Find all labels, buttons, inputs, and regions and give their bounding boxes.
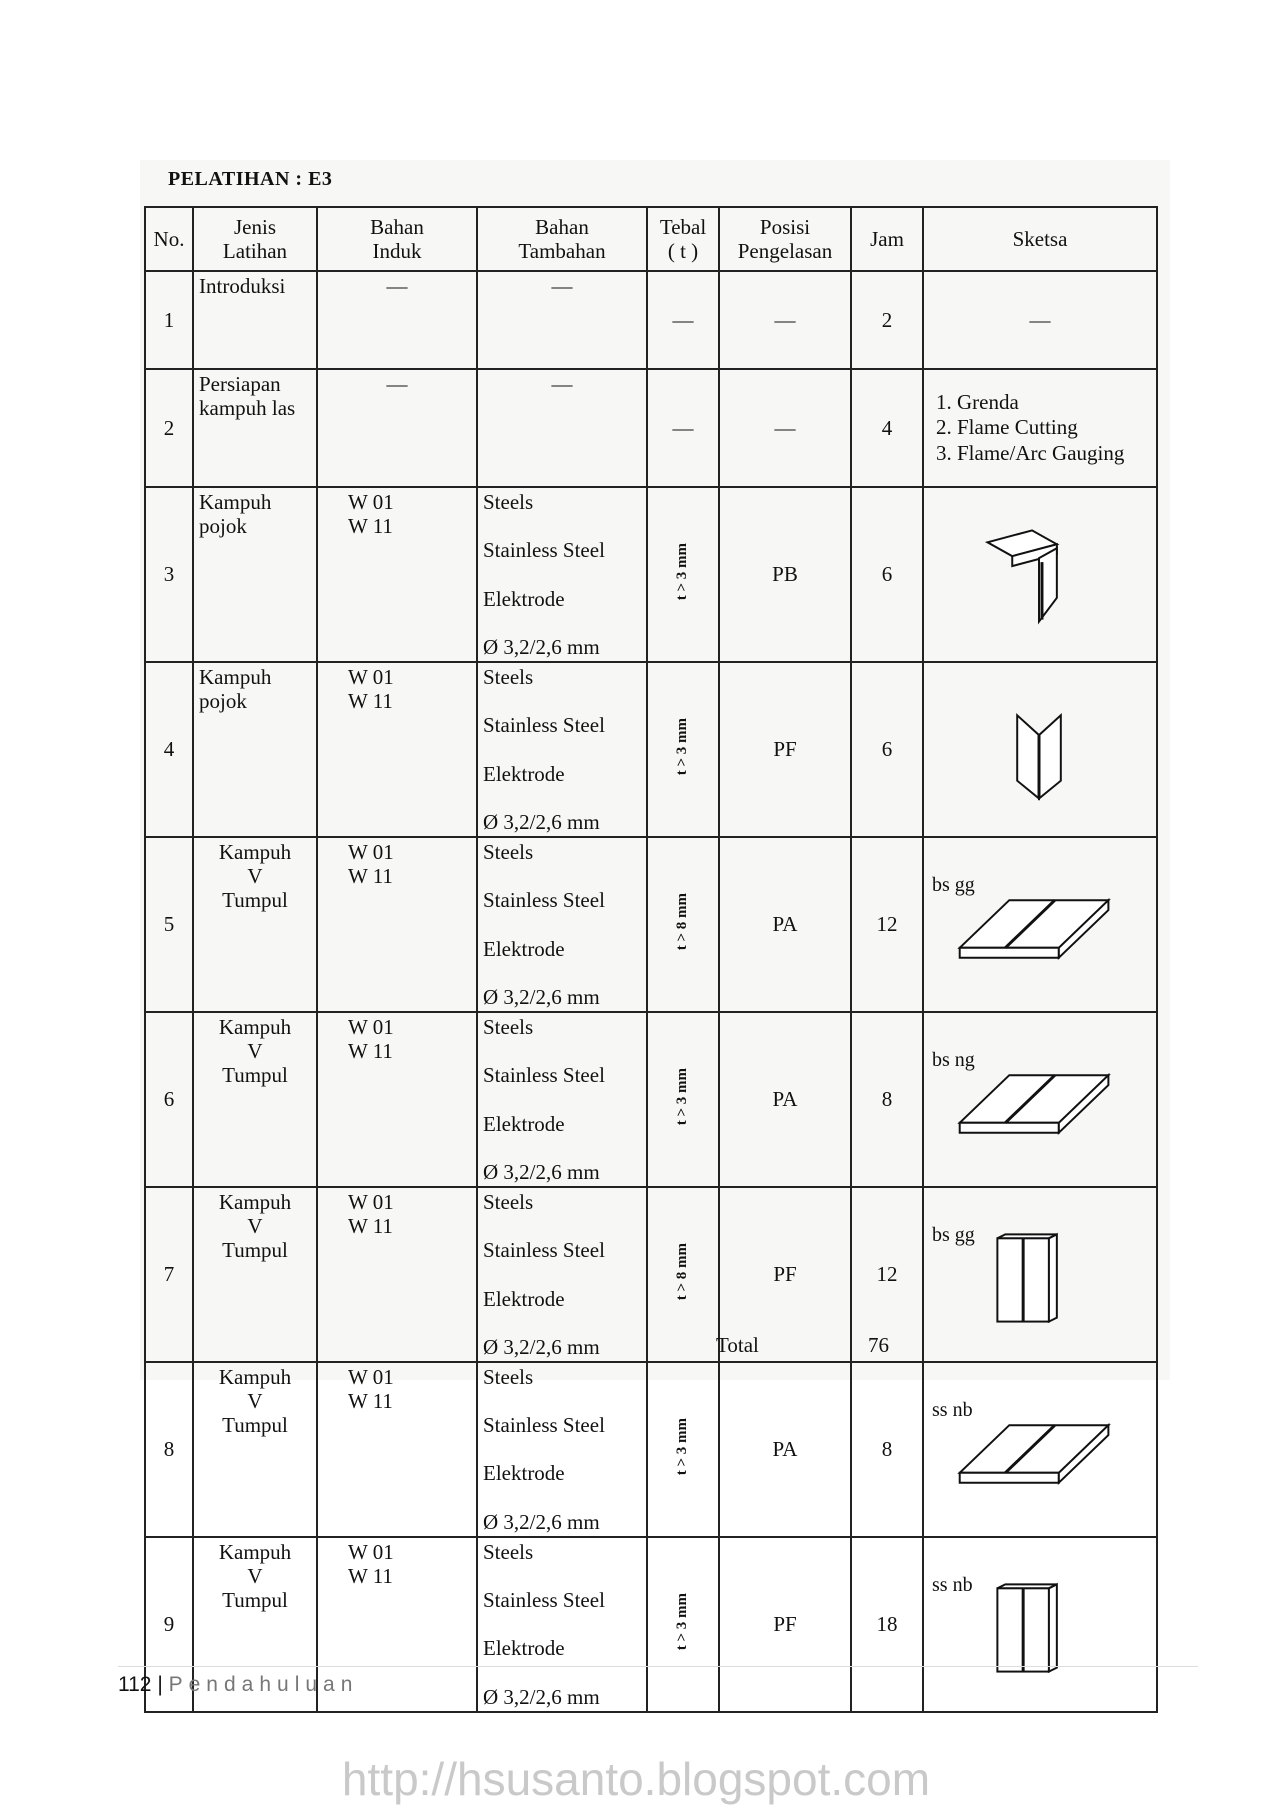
cell-bahan-tambahan [477,1537,647,1712]
bahan_induk-line: W 01 [348,1364,394,1389]
bahan_tambahan-line: Steels [483,1539,534,1564]
bahan_tambahan-line: Stainless Steel [483,1588,605,1613]
bahan_induk-line: W 11 [348,514,393,539]
bahan_induk-line: W 11 [348,864,393,889]
cell-jam: 12 [851,837,923,1012]
cell-sketsa [923,487,1157,662]
cell-bahan-induk [317,662,477,837]
cell-sketsa [923,1012,1157,1187]
header-posisi: Posisi Pengelasan [719,207,851,271]
cell-bahan-tambahan [477,837,647,1012]
bahan_induk-line: W 11 [348,1039,393,1064]
jenis-line: kampuh las [199,396,296,421]
header-jenis: Jenis Latihan [193,207,317,271]
bahan_induk-line: W 01 [348,839,394,864]
table-row [145,1187,1157,1362]
flat-butt-joint-icon [928,1045,1152,1153]
cell-jenis [193,837,317,1012]
cell-jam: 12 [851,1187,923,1362]
jenis-line: pojok [199,689,247,714]
tebal-value: t > 3 mm [674,1593,691,1651]
table-row [145,837,1157,1012]
cell-tebal [647,487,719,662]
cell-jenis [193,369,317,487]
vertical-butt-joint-icon [928,1220,1152,1328]
footer-divider [118,1666,1198,1667]
bahan_induk-line: W 01 [348,1189,394,1214]
bahan_tambahan-line: Elektrode [483,1461,565,1486]
table-row [145,487,1157,662]
cell-jam: 8 [851,1362,923,1537]
page-title: PELATIHAN : E3 [168,168,333,190]
cell-jam: 6 [851,662,923,837]
jenis-line: Tumpul [222,888,288,913]
cell-bahan-induk [317,487,477,662]
sketsa-code: bs gg [932,1224,975,1247]
bahan_induk-line: W 11 [348,1214,393,1239]
cell-no: 9 [145,1537,193,1712]
cell-bahan-induk [317,271,477,369]
header-bahan-induk: Bahan Induk [317,207,477,271]
cell-posisi: PB [719,487,851,662]
cell-posisi: — [719,271,851,369]
jenis-line: Kampuh [218,1189,292,1214]
cell-bahan-tambahan [477,662,647,837]
cell-jam: 18 [851,1537,923,1712]
table-row [145,1012,1157,1187]
page-number: 112 | [118,1673,163,1696]
jenis-line: V [247,1389,263,1414]
header-bahan-tambahan: Bahan Tambahan [477,207,647,271]
bahan_tambahan-line: Elektrode [483,1636,565,1661]
bahan_induk-line: W 01 [348,664,394,689]
sketsa-list-item: 1. Grenda [936,390,1019,415]
bahan_tambahan-line: Ø 3,2/2,6 mm [483,1159,600,1184]
cell-jenis [193,271,317,369]
cell-jam: 2 [851,271,923,369]
sketsa-list-item: 3. Flame/Arc Gauging [936,440,1125,465]
total-label: Total [716,1333,759,1357]
cell-jam: 4 [851,369,923,487]
cell-posisi: PA [719,837,851,1012]
cell-bahan-tambahan [477,1187,647,1362]
vertical-butt-joint-icon [928,1570,1152,1678]
bahan_tambahan-line: Elektrode [483,761,565,786]
cell-jenis [193,1187,317,1362]
cell-tebal [647,1537,719,1712]
tebal-dash: — [672,415,694,440]
table-row [145,1362,1157,1537]
jenis-line: Introduksi [199,274,286,298]
cell-bahan-tambahan [477,271,647,369]
jenis-line: Kampuh [218,1364,292,1389]
cell-posisi: — [719,369,851,487]
cell-jenis [193,662,317,837]
section-name: Pendahuluan [168,1673,359,1696]
cell-sketsa [923,662,1157,837]
bahan_tambahan-line: Steels [483,839,534,864]
cell-sketsa [923,369,1157,487]
cell-tebal [647,1362,719,1537]
sketsa-code: bs ng [932,1049,975,1072]
cell-no: 3 [145,487,193,662]
bahan_tambahan-line: Stainless Steel [483,1413,605,1438]
jenis-line: Kampuh [218,1014,292,1039]
bahan_induk-line: W 01 [348,1014,394,1039]
bahan_induk-line: W 11 [348,689,393,714]
cell-jenis [193,487,317,662]
cell-bahan-tambahan [477,487,647,662]
cell-tebal [647,271,719,369]
bahan_tambahan-dash: — [551,372,573,396]
tebal-value: t > 8 mm [674,893,691,951]
cell-tebal [647,1187,719,1362]
bahan_tambahan-line: Elektrode [483,1111,565,1136]
bahan_tambahan-line: Steels [483,1189,534,1214]
bahan_induk-line: W 11 [348,1389,393,1414]
cell-bahan-induk [317,1187,477,1362]
jenis-line: V [247,1214,263,1239]
jenis-line: V [247,864,263,889]
cell-tebal [647,369,719,487]
bahan_tambahan-line: Elektrode [483,586,565,611]
cell-no: 5 [145,837,193,1012]
cell-sketsa [923,271,1157,369]
training-table [144,206,1158,1713]
cell-no: 7 [145,1187,193,1362]
jenis-line: Kampuh [199,490,272,514]
jenis-line: Tumpul [222,1588,288,1613]
header-no: No. [145,207,193,271]
jenis-line: Kampuh [199,664,272,689]
tebal-value: t > 3 mm [674,718,691,776]
cell-bahan-tambahan [477,1012,647,1187]
bahan_tambahan-line: Ø 3,2/2,6 mm [483,809,600,834]
cell-tebal [647,837,719,1012]
bahan_induk-line: W 01 [348,490,394,514]
jenis-line: Tumpul [222,1063,288,1088]
cell-sketsa [923,1537,1157,1712]
sketsa-code: ss nb [932,1399,973,1422]
cell-posisi: PA [719,1012,851,1187]
jenis-line: Persiapan [199,372,281,396]
corner-joint-vertical-icon [928,695,1152,803]
bahan_tambahan-line: Ø 3,2/2,6 mm [483,1334,600,1359]
cell-bahan-tambahan [477,369,647,487]
jenis-line: V [247,1039,263,1064]
cell-no: 8 [145,1362,193,1537]
bahan_tambahan-line: Ø 3,2/2,6 mm [483,984,600,1009]
flat-butt-joint-icon [928,1395,1152,1503]
bahan_induk-dash: — [386,274,408,298]
cell-posisi: PF [719,662,851,837]
bahan_tambahan-line: Ø 3,2/2,6 mm [483,1509,600,1534]
jenis-line: pojok [199,514,247,539]
total-value: 76 [868,1333,889,1357]
cell-posisi: PF [719,1537,851,1712]
cell-jam: 6 [851,487,923,662]
cell-no: 4 [145,662,193,837]
header-sketsa: Sketsa [923,207,1157,271]
cell-bahan-induk [317,1012,477,1187]
table-row [145,662,1157,837]
sketsa-code: ss nb [932,1574,973,1597]
sketsa-list [928,390,1152,466]
cell-no: 1 [145,271,193,369]
cell-sketsa [923,1362,1157,1537]
flat-butt-joint-icon [928,870,1152,978]
bahan_tambahan-line: Stainless Steel [483,888,605,913]
bahan_tambahan-dash: — [551,274,573,298]
tebal-value: t > 3 mm [674,1068,691,1126]
cell-bahan-induk [317,837,477,1012]
table-row [145,271,1157,369]
bahan_tambahan-line: Steels [483,664,534,689]
bahan_tambahan-line: Stainless Steel [483,538,605,563]
cell-no: 6 [145,1012,193,1187]
cell-bahan-tambahan [477,1362,647,1537]
bahan_tambahan-line: Elektrode [483,936,565,961]
header-tebal: Tebal ( t ) [647,207,719,271]
jenis-line: V [247,1564,263,1589]
cell-bahan-induk [317,369,477,487]
cell-jam: 8 [851,1012,923,1187]
cell-posisi: PA [719,1362,851,1537]
bahan_tambahan-line: Ø 3,2/2,6 mm [483,634,600,659]
jenis-line: Tumpul [222,1413,288,1438]
jenis-line: Kampuh [218,839,292,864]
tebal-value: t > 3 mm [674,1418,691,1476]
cell-tebal [647,662,719,837]
sketsa-code: bs gg [932,874,975,897]
jenis-line: Tumpul [222,1238,288,1263]
sketsa-dash: — [1029,307,1051,332]
cell-sketsa [923,837,1157,1012]
corner-joint-flat-icon [928,520,1152,628]
tebal-dash: — [672,307,694,332]
jenis-line: Kampuh [218,1539,292,1564]
bahan_tambahan-line: Steels [483,1014,534,1039]
bahan_tambahan-line: Stainless Steel [483,713,605,738]
tebal-value: t > 3 mm [674,543,691,601]
watermark-url: http://hsusanto.blogspot.com [341,1753,931,1805]
bahan_induk-line: W 11 [348,1564,393,1589]
table-header-row [145,207,1157,271]
cell-sketsa [923,1187,1157,1362]
cell-tebal [647,1012,719,1187]
bahan_induk-line: W 01 [348,1539,394,1564]
bahan_tambahan-line: Stainless Steel [483,1238,605,1263]
cell-bahan-induk [317,1362,477,1537]
cell-posisi: PF [719,1187,851,1362]
cell-jenis [193,1012,317,1187]
sketsa-list-item: 2. Flame Cutting [936,415,1078,440]
bahan_tambahan-line: Steels [483,1364,534,1389]
bahan_tambahan-line: Ø 3,2/2,6 mm [483,1684,600,1709]
cell-jenis [193,1362,317,1537]
bahan_induk-dash: — [386,372,408,396]
page-footer [118,1673,358,1697]
bahan_tambahan-line: Steels [483,490,534,514]
cell-no: 2 [145,369,193,487]
bahan_tambahan-line: Stainless Steel [483,1063,605,1088]
table-row [145,369,1157,487]
tebal-value: t > 8 mm [674,1243,691,1301]
header-jam: Jam [851,207,923,271]
bahan_tambahan-line: Elektrode [483,1286,565,1311]
